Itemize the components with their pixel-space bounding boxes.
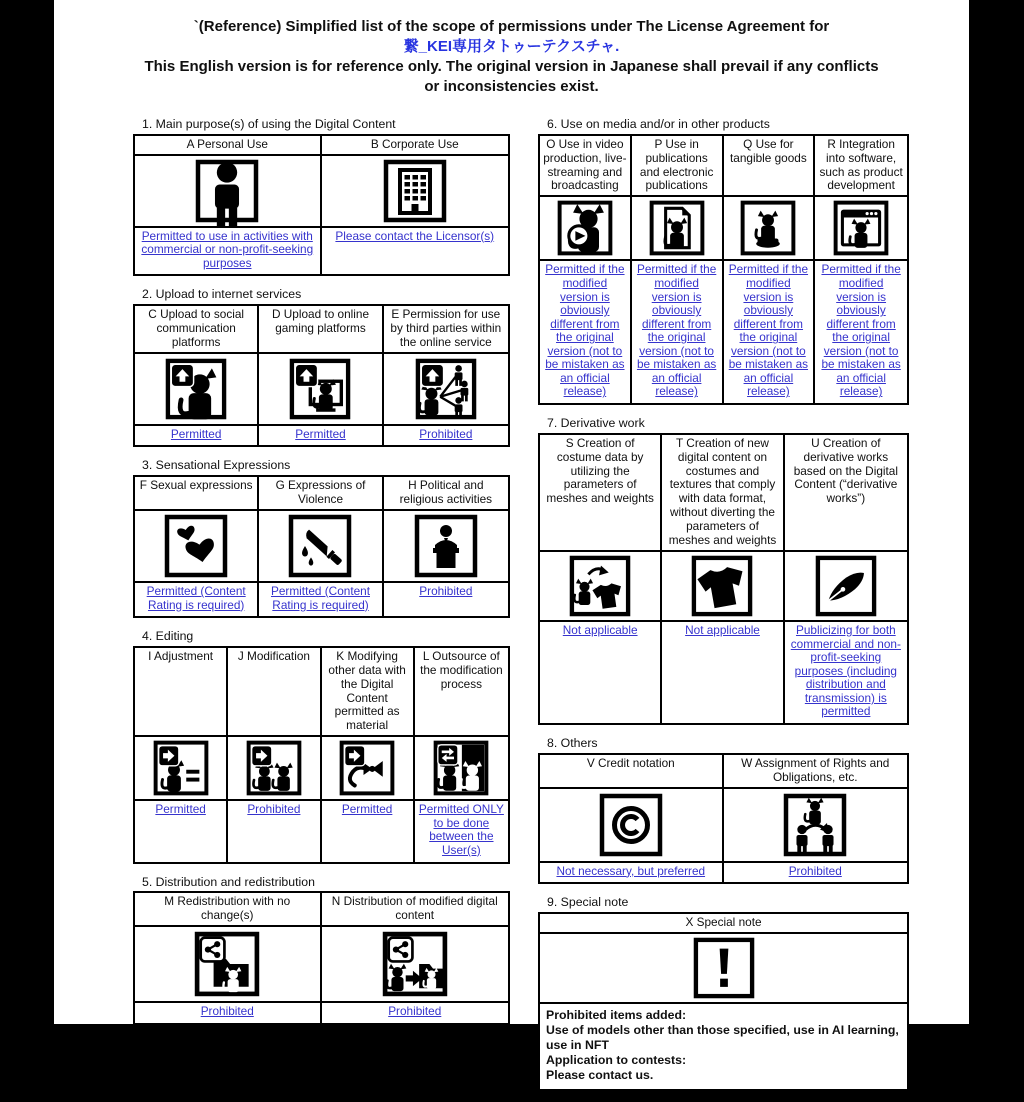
right-column [538,117,909,1102]
section-8-table [538,753,909,884]
exclamation-icon [693,937,755,999]
cell-T-icon-cell [662,552,784,622]
section-9-label: 9. Special note [547,895,629,910]
cell-L-header: L Outsource of the modification process [415,648,508,737]
assignment-icon [783,793,847,857]
cell-G-permission-link[interactable]: Permitted (Content Rating is required) [259,583,383,616]
cell-C-header: C Upload to social communication platforms [135,306,259,354]
cell-Q-permission-link[interactable]: Permitted if the modified version is obviously different from the original version (not to be mistaken as an official release) [724,261,816,403]
cell-K-permission-link[interactable]: Permitted [322,801,415,861]
copyright-icon [599,793,663,857]
cell-L-icon-cell [415,737,508,801]
section-8-label: 8. Others [547,735,598,750]
section-5-label: 5. Distribution and redistribution [142,874,315,889]
section-7 [538,416,909,725]
section-1-table [133,134,510,277]
special-note-line: Application to contests: [546,1052,687,1067]
section-7-table [538,433,909,725]
cell-A-icon-cell [135,156,322,228]
cell-S-header: S Creation of costume data by utilizing the parameters of meshes and weights [540,435,662,552]
cell-L-permission-link[interactable]: Permitted ONLY to be done between the User(s) [418,802,504,857]
section-1-label: 1. Main purpose(s) of using the Digital Content [142,117,396,131]
cell-T-header: T Creation of new digital content on costumes and textures that comply with data format, without diverting the parameters of meshes and weights [662,435,784,552]
hearts-icon [164,514,228,578]
section-9-table [538,912,909,1091]
license-sheet [54,0,969,1082]
special-note-line: Use of models other than those specified, use in AI learning, use in NFT [546,1022,899,1052]
upload-thirdparty-icon [415,358,477,420]
cell-H-header: H Political and religious activities [384,477,508,511]
section-4-label: 4. Editing [142,629,194,644]
document-title [54,0,969,97]
cell-J-header: J Modification [228,648,321,737]
cell-P-header: P Use in publications and electronic publications [632,136,724,198]
cell-V-icon-cell [540,789,724,863]
cell-H-permission-link[interactable]: Prohibited [419,583,473,598]
cell-E-permission-link[interactable]: Prohibited [419,426,473,441]
special-note-text [540,1004,907,1089]
section-8 [538,736,909,884]
cell-U-header: U Creation of derivative works based on the Digital Content (“derivative works”) [785,435,907,552]
cell-G-icon-cell [259,511,383,583]
section-9 [538,895,909,1091]
software-icon [833,200,889,256]
cell-B-permission-link[interactable]: Please contact the Licensor(s) [335,228,495,243]
cell-S-icon-cell [540,552,662,622]
goods-icon [740,200,796,256]
section-4-table [133,646,510,864]
title-disclaimer: This English version is for reference only. The original version in Japanese shall prevail if any conflicts or inconsistencies exist. [144,58,879,95]
cell-N-icon-cell [322,927,509,1003]
cell-S-permission-link[interactable]: Not applicable [540,622,662,723]
section-2-label: 2. Upload to internet services [142,287,302,302]
section-4 [133,629,510,863]
upload-gaming-icon [289,358,351,420]
cell-V-header: V Credit notation [540,755,724,789]
section-6-label: 6. Use on media and/or in other products [547,117,770,131]
cell-W-permission-link[interactable]: Prohibited [788,863,842,878]
cell-F-icon-cell [135,511,259,583]
section-2-table [133,304,510,447]
cell-D-header: D Upload to online gaming platforms [259,306,383,354]
section-3 [133,458,510,618]
material-icon [339,740,395,796]
cell-Q-icon-cell [724,197,816,261]
title-line-english: `(Reference) Simplified list of the scope of permissions under The License Agreement for [193,18,830,35]
cell-N-permission-link[interactable]: Prohibited [388,1004,442,1019]
cell-B-header: B Corporate Use [322,136,509,156]
cell-V-permission-link[interactable]: Not necessary, but preferred [540,863,724,883]
distribute-modified-icon [382,931,448,997]
costume-data-icon [569,555,631,617]
title-line-japanese: 繋_KEI専用タトゥーテクスチャ. [403,38,620,55]
cell-M-permission-link[interactable]: Prohibited [135,1003,322,1023]
cell-I-icon-cell [135,737,228,801]
section-2 [133,287,510,447]
cell-A-permission-link[interactable]: Permitted to use in activities with commercial or non-profit-seeking purposes [135,228,322,275]
section-1 [133,117,510,276]
derivative-pen-icon [815,555,877,617]
section-6-table [538,134,909,405]
cell-C-permission-link[interactable]: Permitted [135,426,259,446]
upload-social-icon [165,358,227,420]
cell-X-icon-cell [540,934,907,1004]
cell-F-header: F Sexual expressions [135,477,259,511]
cell-P-icon-cell [632,197,724,261]
cell-U-icon-cell [785,552,907,622]
cell-M-icon-cell [135,927,322,1003]
cell-U-permission-link[interactable]: Publicizing for both commercial and non-profit-seeking purposes (including distribution and transmission) is permitted [790,623,901,719]
cell-M-header: M Redistribution with no change(s) [135,893,322,927]
cell-N-header: N Distribution of modified digital content [322,893,509,927]
section-3-label: 3. Sensational Expressions [142,458,291,473]
section-7-label: 7. Derivative work [547,416,645,430]
cell-B-icon-cell [322,156,509,228]
cell-T-permission-link[interactable]: Not applicable [662,622,784,723]
knife-icon [288,514,352,578]
special-note-line: Please contact us. [546,1067,654,1082]
cell-I-header: I Adjustment [135,648,228,737]
redistribute-icon [194,931,260,997]
cell-H-icon-cell [384,511,508,583]
cell-R-header: R Integration into software, such as product development [815,136,907,198]
cell-C-icon-cell [135,354,259,426]
cell-X-header: X Special note [540,914,907,934]
left-column [133,117,510,1036]
cell-R-icon-cell [815,197,907,261]
publication-icon [649,200,705,256]
modification-icon [246,740,302,796]
adjust-icon [153,740,209,796]
outsource-icon [433,740,489,796]
cell-J-icon-cell [228,737,321,801]
cell-A-header: A Personal Use [135,136,322,156]
special-note-line: Prohibited items added: [546,1007,687,1022]
building-icon [383,159,447,223]
cell-J-permission-link[interactable]: Prohibited [228,801,321,861]
cell-P-permission-link[interactable]: Permitted if the modified version is obviously different from the original version (not to be mistaken as an official release) [632,261,724,403]
cell-O-header: O Use in video production, live-streaming and broadcasting [540,136,632,198]
section-6 [538,117,909,405]
cell-W-icon-cell [724,789,908,863]
section-3-table [133,475,510,618]
cell-W-header: W Assignment of Rights and Obligations, etc. [724,755,908,789]
cell-G-header: G Expressions of Violence [259,477,383,511]
cell-R-permission-link[interactable]: Permitted if the modified version is obviously different from the original version (not to be mistaken as an official release) [821,262,901,399]
video-icon [557,200,613,256]
new-content-icon [691,555,753,617]
cell-E-icon-cell [384,354,508,426]
cell-E-header: E Permission for use by third parties within the online service [384,306,508,354]
cell-K-header: K Modifying other data with the Digital Content permitted as material [322,648,415,737]
cell-D-icon-cell [259,354,383,426]
cell-D-permission-link[interactable]: Permitted [259,426,383,446]
cell-O-icon-cell [540,197,632,261]
cell-F-permission-link[interactable]: Permitted (Content Rating is required) [135,583,259,616]
section-5 [133,875,510,1025]
person-icon [195,159,259,223]
podium-icon [414,514,478,578]
section-5-table [133,891,510,1024]
cell-Q-header: Q Use for tangible goods [724,136,816,198]
cell-K-icon-cell [322,737,415,801]
cell-O-permission-link[interactable]: Permitted if the modified version is obviously different from the original version (not to be mistaken as an official release) [540,261,632,403]
cell-I-permission-link[interactable]: Permitted [135,801,228,861]
